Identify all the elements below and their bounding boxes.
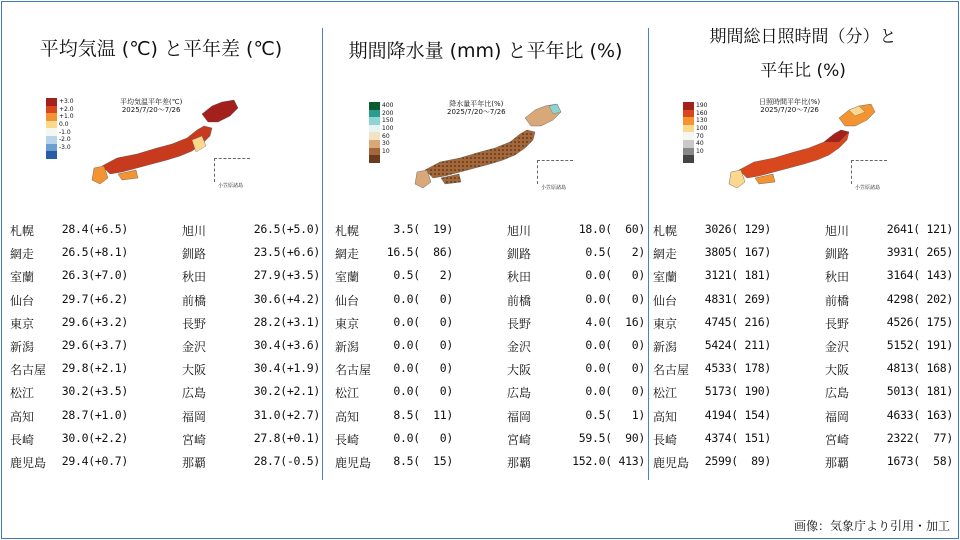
station-value: 27.9(+3.5) [253, 268, 320, 283]
station-value: 0.0( 0) [585, 338, 645, 352]
legend-label: 10 [382, 147, 390, 155]
station-name: 東京 [653, 316, 678, 331]
legend-item [369, 125, 393, 133]
table-row [10, 222, 324, 240]
legend-swatch [369, 117, 380, 125]
table-row [335, 315, 649, 333]
station-value: 27.8(+0.1) [253, 430, 320, 445]
legend-swatch [369, 148, 380, 156]
precipitation-ratio-map [365, 100, 595, 200]
temperature-anomaly-map [42, 96, 272, 196]
legend-item [369, 117, 393, 125]
station-value: 29.8(+2.1) [61, 361, 128, 376]
table-row [653, 361, 957, 379]
station-name: 金沢 [182, 340, 207, 354]
station-name: 金沢 [507, 340, 532, 354]
legend-item [369, 102, 393, 110]
station-name: 福岡 [182, 409, 207, 424]
legend-item [683, 140, 707, 148]
station-value: 23.5(+6.6) [253, 245, 320, 260]
table-row [335, 384, 649, 402]
station-name: 松江 [10, 386, 35, 401]
station-name: 鹿児島 [10, 456, 47, 470]
table-row [653, 315, 957, 333]
station-name: 長野 [825, 316, 850, 331]
map-honshu [425, 130, 535, 178]
station-value: 8.5( 11) [393, 407, 453, 422]
station-value: 3931( 265) [886, 245, 953, 260]
station-value: 4298( 202) [886, 291, 953, 306]
station-name: 室蘭 [653, 270, 678, 285]
temperature-panel [0, 0, 322, 520]
station-name: 鹿児島 [335, 456, 372, 470]
legend-item [683, 132, 707, 140]
station-name: 室蘭 [335, 270, 360, 285]
station-name: 大阪 [825, 363, 850, 378]
station-value: 29.6(+3.7) [61, 338, 128, 352]
map-title-line1: 日照時間平年比(%) [759, 98, 821, 106]
station-value: 30.4(+3.6) [253, 338, 320, 352]
legend-label: 70 [696, 132, 704, 140]
station-name: 長野 [507, 316, 532, 331]
table-row [653, 454, 957, 472]
station-name: 宮崎 [507, 432, 532, 447]
station-name: 長崎 [335, 432, 360, 447]
legend-item [46, 121, 74, 129]
station-value: 30.2(+2.1) [253, 384, 320, 399]
station-value: 28.7(-0.5) [253, 454, 320, 468]
legend-swatch [46, 106, 57, 114]
legend-swatch [369, 102, 380, 110]
table-row [335, 245, 649, 263]
legend-swatch [369, 155, 380, 163]
station-value: 4374( 151) [704, 430, 771, 445]
legend-swatch [46, 128, 57, 136]
legend-item [683, 148, 707, 156]
table-row [653, 384, 957, 402]
legend-label: 100 [382, 125, 394, 133]
station-name: 那覇 [825, 456, 850, 470]
station-name: 新潟 [653, 340, 678, 354]
station-name: 福岡 [507, 409, 532, 424]
legend-swatch [683, 140, 694, 148]
table-row [10, 431, 324, 449]
station-name: 網走 [653, 247, 678, 262]
station-value: 0.0( 0) [393, 314, 453, 329]
station-name: 札幌 [335, 224, 360, 238]
station-name: 名古屋 [653, 363, 690, 378]
station-value: 4745( 216) [704, 314, 771, 329]
temperature-legend [46, 98, 74, 159]
table-row [335, 292, 649, 310]
station-value: 26.5(+5.0) [253, 222, 320, 236]
station-value: 0.0( 0) [585, 361, 645, 376]
station-name: 前橋 [825, 293, 850, 308]
station-name: 広島 [182, 386, 207, 401]
legend-item [369, 132, 393, 140]
legend-swatch [683, 102, 694, 110]
legend-item [46, 151, 74, 159]
sunshine-ratio-map [679, 100, 909, 200]
station-value: 0.0( 0) [393, 291, 453, 306]
legend-label: +3.0 [59, 98, 74, 106]
station-value: 3.5( 19) [393, 222, 453, 236]
legend-item [46, 113, 74, 121]
legend-swatch [46, 113, 57, 121]
legend-swatch [46, 144, 57, 152]
station-value: 5424( 211) [704, 338, 771, 352]
station-value: 3164( 143) [886, 268, 953, 283]
station-name: 長崎 [653, 432, 678, 447]
station-value: 3805( 167) [704, 245, 771, 260]
station-value: 5013( 181) [886, 384, 953, 399]
map-hokkaido [202, 100, 238, 122]
station-name: 札幌 [653, 224, 678, 238]
sunshine-panel [649, 0, 957, 520]
station-name: 新潟 [335, 340, 360, 354]
station-value: 0.5( 1) [585, 407, 645, 422]
legend-swatch [369, 132, 380, 140]
station-value: 3026( 129) [704, 222, 771, 236]
station-value: 30.4(+1.9) [253, 361, 320, 376]
station-value: 31.0(+2.7) [253, 407, 320, 422]
table-row [10, 338, 324, 356]
station-name: 新潟 [10, 340, 35, 354]
station-value: 4813( 168) [886, 361, 953, 376]
temperature-panel-title: 平均気温 (℃) と平年差 (℃) [39, 38, 283, 60]
station-name: 名古屋 [10, 363, 47, 378]
legend-item [46, 136, 74, 144]
legend-swatch [46, 136, 57, 144]
table-row [10, 408, 324, 426]
station-name: 那覇 [507, 456, 532, 470]
station-value: 2322( 77) [886, 430, 953, 445]
legend-swatch [683, 132, 694, 140]
station-value: 0.0( 0) [393, 384, 453, 399]
legend-label: 100 [696, 125, 708, 133]
station-value: 18.0( 60) [578, 222, 645, 236]
inset-label: 小笠原諸島 [218, 183, 244, 189]
station-name: 宮崎 [825, 432, 850, 447]
station-value: 3121( 181) [704, 268, 771, 283]
station-value: 5152( 191) [886, 338, 953, 352]
station-value: 0.0( 0) [585, 268, 645, 283]
station-value: 1673( 58) [886, 454, 953, 468]
image-credit: 画像：気象庁より引用・加工 [793, 519, 950, 533]
station-name: 秋田 [507, 270, 532, 285]
table-row [10, 292, 324, 310]
legend-label: 40 [696, 140, 704, 148]
legend-label: -2.0 [59, 136, 71, 144]
station-name: 仙台 [653, 293, 678, 308]
station-name: 旭川 [182, 224, 207, 238]
station-value: 59.5( 90) [578, 430, 645, 445]
station-value: 0.5( 2) [585, 245, 645, 260]
station-name: 広島 [507, 386, 532, 401]
station-value: 4526( 175) [886, 314, 953, 329]
map-title-sunshine [759, 98, 820, 114]
table-row [653, 245, 957, 263]
station-value: 26.5(+8.1) [61, 245, 128, 260]
table-row [653, 292, 957, 310]
table-row [653, 338, 957, 356]
table-row [653, 222, 957, 240]
station-name: 松江 [335, 386, 360, 401]
legend-swatch [46, 98, 57, 106]
station-name: 網走 [10, 247, 35, 262]
station-value: 5173( 190) [704, 384, 771, 399]
map-title-line2: 2025/7/20～7/26 [760, 106, 819, 114]
table-row [653, 268, 957, 286]
table-row [335, 454, 649, 472]
station-value: 29.7(+6.2) [61, 291, 128, 306]
legend-item [46, 128, 74, 136]
station-name: 東京 [10, 316, 35, 331]
map-title-line2: 2025/7/20～7/26 [447, 108, 506, 116]
legend-swatch [46, 121, 57, 129]
table-row [653, 431, 957, 449]
station-name: 釧路 [182, 247, 207, 262]
station-value: 152.0( 413) [572, 454, 645, 468]
station-value: 4.0( 16) [585, 314, 645, 329]
legend-item [369, 148, 393, 156]
table-row [335, 338, 649, 356]
legend-label: 190 [696, 102, 708, 110]
station-name: 金沢 [825, 340, 850, 354]
station-name: 釧路 [507, 247, 532, 262]
table-row [653, 408, 957, 426]
station-name: 高知 [335, 409, 360, 424]
precipitation-panel-title: 期間降水量 (mm) と平年比 (%) [348, 40, 623, 62]
ogasawara-inset [851, 160, 887, 184]
station-value: 4533( 178) [704, 361, 771, 376]
legend-swatch [369, 125, 380, 133]
station-name: 秋田 [182, 270, 207, 285]
station-value: 2641( 121) [886, 222, 953, 236]
precipitation-legend [369, 102, 393, 163]
legend-label: 160 [696, 109, 708, 117]
station-name: 東京 [335, 316, 360, 331]
legend-item [369, 155, 393, 163]
table-row [10, 315, 324, 333]
map-title-line2: 2025/7/20～7/26 [121, 106, 181, 114]
station-value: 4831( 269) [704, 291, 771, 306]
legend-label: 400 [382, 102, 394, 110]
legend-swatch [369, 140, 380, 148]
station-name: 大阪 [507, 363, 532, 378]
legend-label: 150 [382, 117, 394, 125]
table-row [335, 222, 649, 240]
legend-label: +1.0 [59, 113, 74, 121]
inset-label: 小笠原諸島 [855, 185, 881, 191]
legend-item [46, 98, 74, 106]
station-value: 16.5( 86) [386, 245, 453, 260]
legend-label: 0.0 [59, 121, 69, 129]
map-title-temperature [120, 98, 182, 114]
legend-label: -3.0 [59, 143, 71, 151]
legend-item [683, 155, 707, 163]
legend-item [683, 110, 707, 118]
station-value: 30.0(+2.2) [61, 430, 128, 445]
station-name: 仙台 [10, 293, 35, 308]
station-value: 30.6(+4.2) [253, 291, 320, 306]
station-value: 0.0( 0) [585, 291, 645, 306]
table-row [335, 431, 649, 449]
station-name: 網走 [335, 247, 360, 262]
station-value: 29.6(+3.2) [61, 314, 128, 329]
station-value: 0.0( 0) [393, 338, 453, 352]
legend-swatch [683, 125, 694, 133]
station-name: 室蘭 [10, 270, 35, 285]
station-value: 28.2(+3.1) [253, 314, 320, 329]
table-row [10, 245, 324, 263]
station-value: 29.4(+0.7) [61, 454, 128, 468]
legend-swatch [683, 155, 694, 163]
station-name: 大阪 [182, 363, 207, 378]
station-value: 30.2(+3.5) [61, 384, 128, 399]
sunshine-panel-title-line1: 期間総日照時間（分）と [709, 27, 897, 47]
station-name: 那覇 [182, 456, 207, 470]
station-name: 旭川 [507, 224, 532, 238]
station-name: 長野 [182, 316, 207, 331]
sunshine-panel-title-line2: 平年比 (%) [760, 61, 846, 81]
station-name: 秋田 [825, 270, 850, 285]
legend-item [683, 125, 707, 133]
legend-swatch [46, 151, 57, 159]
legend-label: 130 [696, 117, 708, 125]
station-name: 鹿児島 [653, 456, 690, 470]
station-value: 28.7(+1.0) [61, 407, 128, 422]
station-value: 4633( 163) [886, 407, 953, 422]
station-name: 仙台 [335, 293, 360, 308]
station-name: 前橋 [182, 293, 207, 308]
legend-swatch [369, 110, 380, 118]
station-name: 高知 [653, 409, 678, 424]
legend-swatch [683, 110, 694, 118]
sunshine-legend [683, 102, 707, 163]
table-row [335, 408, 649, 426]
station-name: 高知 [10, 409, 35, 424]
legend-label: 60 [382, 132, 390, 140]
legend-item [46, 144, 74, 152]
table-row [10, 454, 324, 472]
ogasawara-inset [537, 160, 573, 184]
table-row [10, 384, 324, 402]
table-row [335, 268, 649, 286]
legend-item [683, 117, 707, 125]
station-value: 4194( 154) [704, 407, 771, 422]
legend-item [369, 110, 393, 118]
station-name: 長崎 [10, 432, 35, 447]
station-name: 釧路 [825, 247, 850, 262]
inset-label: 小笠原諸島 [541, 185, 567, 191]
station-value: 2599( 89) [704, 454, 771, 468]
station-value: 0.5( 2) [393, 268, 453, 283]
station-name: 旭川 [825, 224, 850, 238]
station-name: 福岡 [825, 409, 850, 424]
table-row [10, 361, 324, 379]
map-title-line1: 平均気温平年差(℃) [120, 98, 183, 106]
station-value: 0.0( 0) [393, 361, 453, 376]
station-name: 宮崎 [182, 432, 207, 447]
legend-label: 30 [382, 140, 390, 148]
precipitation-panel [323, 0, 648, 520]
station-value: 8.5( 15) [393, 454, 453, 468]
map-title-line1: 降水量平年比(%) [449, 100, 504, 108]
legend-item [683, 102, 707, 110]
legend-item [46, 106, 74, 114]
legend-swatch [683, 117, 694, 125]
legend-label: 10 [696, 147, 704, 155]
station-value: 28.4(+6.5) [61, 222, 128, 236]
table-row [10, 268, 324, 286]
station-name: 広島 [825, 386, 850, 401]
station-name: 前橋 [507, 293, 532, 308]
ogasawara-inset [214, 158, 250, 182]
station-value: 0.0( 0) [393, 430, 453, 445]
legend-label: -1.0 [59, 128, 71, 136]
legend-item [369, 140, 393, 148]
station-name: 名古屋 [335, 363, 372, 378]
table-row [335, 361, 649, 379]
station-value: 26.3(+7.0) [61, 268, 128, 283]
legend-label: 200 [382, 109, 394, 117]
station-name: 松江 [653, 386, 678, 401]
station-name: 札幌 [10, 224, 35, 238]
map-title-precipitation [447, 100, 506, 116]
station-value: 0.0( 0) [585, 384, 645, 399]
legend-label: +2.0 [59, 105, 74, 113]
legend-swatch [683, 148, 694, 156]
